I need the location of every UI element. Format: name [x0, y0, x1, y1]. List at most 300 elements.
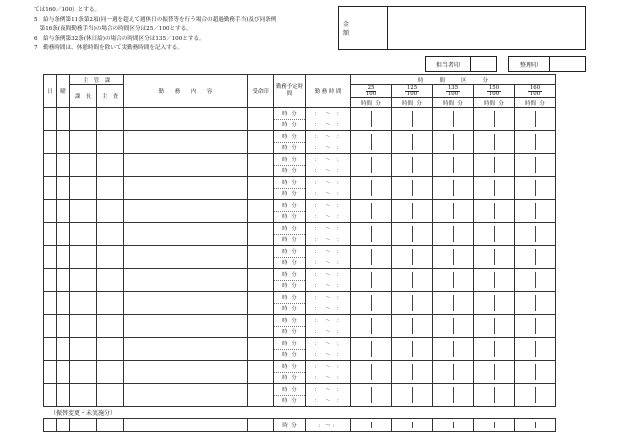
day-cell[interactable]: [44, 108, 57, 131]
rate-time-cell[interactable]: [433, 338, 474, 361]
rate-time-cell[interactable]: [433, 108, 474, 131]
rate-time-cell[interactable]: [351, 269, 392, 292]
scheduled-time-cell[interactable]: [274, 419, 306, 432]
weekday-cell[interactable]: [57, 361, 70, 384]
rate-time-cell[interactable]: [433, 177, 474, 200]
colon-mark: ：: [314, 249, 320, 255]
chief-seal-cell[interactable]: [97, 108, 124, 131]
tilde-mark: 〜: [325, 352, 331, 358]
rate-time-cell[interactable]: [433, 361, 474, 384]
colon-mark: ：: [314, 329, 320, 335]
colon-mark: ：: [336, 203, 342, 209]
rate-time-cell[interactable]: [351, 292, 392, 315]
colon-mark: ：: [314, 191, 320, 197]
rate-time-cell[interactable]: [433, 246, 474, 269]
hour-minute-divider: [453, 272, 454, 288]
entry-row: [44, 131, 556, 154]
rate-time-cell[interactable]: [351, 200, 392, 223]
hour-minute-divider: [453, 249, 454, 265]
rate-time-cell[interactable]: [515, 246, 556, 269]
colon-mark: ：: [314, 306, 320, 312]
chief-seal-cell[interactable]: [97, 246, 124, 269]
work-time-end: [306, 234, 350, 245]
chief-seal-cell[interactable]: [97, 292, 124, 315]
header-scheduled-time: 勤務予定時 間: [274, 75, 306, 108]
seiri-stamp-box: [508, 56, 586, 72]
hour-minute-divider: [412, 341, 413, 357]
content-cell[interactable]: [124, 177, 248, 200]
rate-time-cell[interactable]: [474, 269, 515, 292]
tilde-mark: 〜: [325, 318, 331, 324]
rate-time-cell[interactable]: [433, 154, 474, 177]
day-cell[interactable]: [44, 154, 57, 177]
tilde-mark: 〜: [325, 387, 331, 393]
tilde-mark: 〜: [325, 283, 331, 289]
colon-mark: ：: [314, 364, 320, 370]
scheduled-time-cell[interactable]: [274, 177, 306, 200]
section-chief-seal-cell[interactable]: [70, 384, 97, 407]
scheduled-time-cell[interactable]: [274, 154, 306, 177]
chief-seal-cell[interactable]: [97, 269, 124, 292]
header-chief: 主 査: [97, 85, 124, 108]
day-cell[interactable]: [44, 131, 57, 154]
tilde-mark: 〜: [325, 122, 331, 128]
rate-time-cell[interactable]: [433, 292, 474, 315]
minute-mark: 分: [291, 398, 297, 404]
chief-seal-cell[interactable]: [97, 315, 124, 338]
colon-mark: ：: [314, 352, 320, 358]
rate-time-cell[interactable]: [351, 108, 392, 131]
section-chief-seal-cell[interactable]: [70, 246, 97, 269]
chief-seal-cell[interactable]: [97, 131, 124, 154]
hour-minute-divider: [371, 111, 372, 127]
work-time-end: [306, 280, 350, 291]
rate-time-cell[interactable]: [351, 315, 392, 338]
rate-time-cell[interactable]: [351, 419, 392, 432]
rate-time-cell[interactable]: [474, 177, 515, 200]
hour-minute-divider: [412, 422, 413, 428]
content-cell[interactable]: [124, 384, 248, 407]
tanto-stamp-label: 担当者印: [426, 57, 471, 71]
chief-seal-cell[interactable]: [97, 361, 124, 384]
hour-minute-divider: [412, 318, 413, 334]
day-cell[interactable]: [44, 361, 57, 384]
rate-time-cell[interactable]: [392, 338, 433, 361]
tilde-mark: 〜: [325, 191, 331, 197]
work-time-cell[interactable]: [306, 108, 351, 131]
work-time-end: [306, 257, 350, 268]
rate-time-cell[interactable]: [392, 419, 433, 432]
chief-seal-cell[interactable]: [97, 419, 124, 432]
weekday-cell[interactable]: [57, 154, 70, 177]
rate-time-cell[interactable]: [351, 177, 392, 200]
receiver-seal-cell[interactable]: [248, 361, 274, 384]
work-time-end: [306, 326, 350, 337]
section-chief-seal-cell[interactable]: [70, 223, 97, 246]
rate-time-cell[interactable]: [392, 200, 433, 223]
section-chief-seal-cell[interactable]: [70, 154, 97, 177]
work-time-cell[interactable]: [306, 154, 351, 177]
scheduled-time-cell[interactable]: [274, 223, 306, 246]
tilde-mark: 〜: [325, 203, 331, 209]
note-line: 第16条(夜間勤務手当)の場合の時間区分は25／100とする。: [34, 26, 192, 33]
rate-time-cell[interactable]: [392, 269, 433, 292]
rate-time-cell[interactable]: [392, 315, 433, 338]
hour-mark: 時: [282, 191, 288, 197]
tilde-mark: 〜: [325, 145, 331, 151]
colon-mark: ：: [314, 180, 320, 186]
work-time-cell[interactable]: [306, 419, 351, 432]
section-chief-seal-cell[interactable]: [70, 361, 97, 384]
minute-mark: 分: [291, 364, 297, 370]
rate-time-cell[interactable]: [351, 223, 392, 246]
rate-time-cell[interactable]: [351, 338, 392, 361]
work-time-cell[interactable]: [306, 131, 351, 154]
scheduled-time-cell[interactable]: [274, 131, 306, 154]
rate-time-cell[interactable]: [515, 292, 556, 315]
rate-time-cell[interactable]: [474, 246, 515, 269]
weekday-cell[interactable]: [57, 292, 70, 315]
weekday-cell[interactable]: [57, 419, 70, 432]
rate-time-cell[interactable]: [474, 338, 515, 361]
work-time-cell[interactable]: [306, 384, 351, 407]
hour-mark: 時: [282, 272, 288, 278]
rate-time-cell[interactable]: [433, 384, 474, 407]
work-time-start: [306, 108, 350, 119]
rate-time-cell[interactable]: [515, 108, 556, 131]
content-cell[interactable]: [124, 315, 248, 338]
rate-time-cell[interactable]: [474, 200, 515, 223]
work-time-cell[interactable]: [306, 246, 351, 269]
minute-mark: 分: [291, 145, 297, 151]
rate-time-cell[interactable]: [433, 223, 474, 246]
chief-seal-cell[interactable]: [97, 177, 124, 200]
hour-minute-divider: [453, 134, 454, 150]
hour-minute-divider: [371, 272, 372, 288]
hour-mark: 時: [282, 122, 288, 128]
section-chief-seal-cell[interactable]: [70, 108, 97, 131]
hour-minute-divider: [412, 364, 413, 380]
rate-time-cell[interactable]: [392, 292, 433, 315]
tilde-mark: 〜: [325, 272, 331, 278]
colon-mark: ：: [336, 226, 342, 232]
hour-minute-divider: [535, 180, 536, 196]
chief-seal-cell[interactable]: [97, 200, 124, 223]
work-time-cell[interactable]: [306, 338, 351, 361]
rate-time-cell[interactable]: [474, 154, 515, 177]
weekday-cell[interactable]: [57, 200, 70, 223]
rate-time-cell[interactable]: [474, 223, 515, 246]
unit-minute: 分: [416, 100, 422, 107]
rate-time-cell[interactable]: [515, 200, 556, 223]
tilde-mark: 〜: [325, 180, 331, 186]
rate-time-cell[interactable]: [515, 177, 556, 200]
rate-time-cell[interactable]: [392, 361, 433, 384]
receiver-seal-cell[interactable]: [248, 338, 274, 361]
rate-time-cell[interactable]: [392, 246, 433, 269]
weekday-cell[interactable]: [57, 246, 70, 269]
receiver-seal-cell[interactable]: [248, 108, 274, 131]
rate-time-cell[interactable]: [392, 223, 433, 246]
colon-mark: ：: [336, 145, 342, 151]
section-chief-seal-cell[interactable]: [70, 315, 97, 338]
rate-135: 135 100: [433, 85, 474, 98]
content-cell[interactable]: [124, 338, 248, 361]
content-cell[interactable]: [124, 292, 248, 315]
scheduled-time-cell[interactable]: [274, 384, 306, 407]
day-cell[interactable]: [44, 315, 57, 338]
day-cell[interactable]: [44, 269, 57, 292]
receiver-seal-cell[interactable]: [248, 200, 274, 223]
rate-time-cell[interactable]: [433, 419, 474, 432]
rate-time-cell[interactable]: [515, 419, 556, 432]
hour-minute-divider: [535, 295, 536, 311]
section-chief-seal-cell[interactable]: [70, 131, 97, 154]
hour-minute-divider: [371, 157, 372, 173]
scheduled-time-cell[interactable]: [274, 269, 306, 292]
section-chief-seal-cell[interactable]: [70, 338, 97, 361]
hour-minute-divider: [494, 422, 495, 428]
work-time-cell[interactable]: [306, 200, 351, 223]
work-time-cell[interactable]: [306, 361, 351, 384]
day-cell[interactable]: [44, 177, 57, 200]
hour-minute-divider: [453, 157, 454, 173]
receiver-seal-cell[interactable]: [248, 246, 274, 269]
rate-time-cell[interactable]: [474, 108, 515, 131]
work-time-cell[interactable]: [306, 315, 351, 338]
rate-time-cell[interactable]: [433, 315, 474, 338]
work-time-end: [306, 303, 350, 314]
entry-row: [44, 384, 556, 407]
unit-hour-minute: [392, 98, 433, 108]
rate-time-cell[interactable]: [515, 384, 556, 407]
receiver-seal-cell[interactable]: [248, 315, 274, 338]
work-time-cell[interactable]: [306, 223, 351, 246]
hour-minute-divider: [535, 134, 536, 150]
colon-mark: ：: [314, 226, 320, 232]
header-row-1: [44, 75, 556, 85]
receiver-seal-cell[interactable]: [248, 419, 274, 432]
minute-mark: 分: [291, 423, 297, 429]
hour-mark: 時: [282, 237, 288, 243]
receiver-seal-cell[interactable]: [248, 154, 274, 177]
unit-hour: 時間: [402, 100, 413, 107]
day-cell[interactable]: [44, 223, 57, 246]
weekday-cell[interactable]: [57, 177, 70, 200]
chief-seal-cell[interactable]: [97, 384, 124, 407]
weekday-cell[interactable]: [57, 315, 70, 338]
entry-row: [44, 269, 556, 292]
rate-time-cell[interactable]: [474, 361, 515, 384]
rate-time-cell[interactable]: [474, 384, 515, 407]
minute-mark: 分: [291, 214, 297, 220]
unit-hour-minute: [351, 98, 392, 108]
minute-mark: 分: [291, 318, 297, 324]
chief-seal-cell[interactable]: [97, 223, 124, 246]
hour-mark: 時: [282, 318, 288, 324]
colon-mark: ：: [314, 260, 320, 266]
tilde-mark: 〜: [325, 306, 331, 312]
day-cell[interactable]: [44, 384, 57, 407]
rate-time-cell[interactable]: [392, 108, 433, 131]
rate-time-cell[interactable]: [515, 223, 556, 246]
content-cell[interactable]: [124, 269, 248, 292]
colon-mark: ：: [314, 111, 320, 117]
weekday-cell[interactable]: [57, 269, 70, 292]
weekday-cell[interactable]: [57, 131, 70, 154]
colon-mark: ：: [336, 272, 342, 278]
work-time-cell[interactable]: [306, 292, 351, 315]
rate-time-cell[interactable]: [515, 338, 556, 361]
colon-mark: ：: [336, 364, 342, 370]
amount-box: [338, 6, 586, 50]
content-cell[interactable]: [124, 246, 248, 269]
rate-time-cell[interactable]: [392, 131, 433, 154]
rate-time-cell[interactable]: [474, 315, 515, 338]
rate-time-cell[interactable]: [515, 269, 556, 292]
work-time-start: [306, 154, 350, 165]
work-time-cell[interactable]: [306, 177, 351, 200]
rate-time-cell[interactable]: [351, 131, 392, 154]
receiver-seal-cell[interactable]: [248, 177, 274, 200]
hour-mark: 時: [282, 341, 288, 347]
colon-mark: ：: [314, 283, 320, 289]
hour-minute-divider: [494, 364, 495, 380]
work-time-start: [306, 177, 350, 188]
rate-time-cell[interactable]: [515, 361, 556, 384]
rate-time-cell[interactable]: [351, 361, 392, 384]
rate-time-cell[interactable]: [351, 246, 392, 269]
content-cell[interactable]: [124, 361, 248, 384]
receiver-seal-cell[interactable]: [248, 131, 274, 154]
colon-mark: ：: [314, 387, 320, 393]
rate-time-cell[interactable]: [474, 292, 515, 315]
rate-time-cell[interactable]: [515, 315, 556, 338]
footer-table: [43, 418, 556, 432]
rate-time-cell[interactable]: [433, 131, 474, 154]
hour-minute-divider: [494, 272, 495, 288]
chief-seal-cell[interactable]: [97, 338, 124, 361]
day-cell[interactable]: [44, 338, 57, 361]
tilde-mark: 〜: [325, 423, 331, 429]
work-time-cell[interactable]: [306, 269, 351, 292]
header-day: 日: [44, 75, 57, 108]
hour-minute-divider: [371, 364, 372, 380]
footer-entry-row: [44, 419, 556, 432]
rate-time-cell[interactable]: [351, 384, 392, 407]
hour-minute-divider: [412, 272, 413, 288]
header-weekday: 曜: [57, 75, 70, 108]
scheduled-time-cell[interactable]: [274, 361, 306, 384]
content-cell[interactable]: [124, 223, 248, 246]
section-chief-seal-cell[interactable]: [70, 177, 97, 200]
hour-minute-divider: [494, 226, 495, 242]
entry-row: [44, 246, 556, 269]
scheduled-time-cell[interactable]: [274, 338, 306, 361]
section-chief-seal-cell[interactable]: [70, 200, 97, 223]
day-cell[interactable]: [44, 246, 57, 269]
rate-time-cell[interactable]: [351, 154, 392, 177]
content-cell[interactable]: [124, 200, 248, 223]
hour-mark: 時: [282, 375, 288, 381]
content-cell[interactable]: [124, 154, 248, 177]
rate-time-cell[interactable]: [392, 154, 433, 177]
work-time-start: [306, 200, 350, 211]
content-cell[interactable]: [124, 131, 248, 154]
time-slot: [274, 280, 305, 291]
entry-row: [44, 108, 556, 131]
content-cell[interactable]: [124, 108, 248, 131]
scheduled-time-cell[interactable]: [274, 108, 306, 131]
hour-minute-divider: [371, 422, 372, 428]
rate-time-cell[interactable]: [515, 154, 556, 177]
scheduled-time-cell[interactable]: [274, 200, 306, 223]
colon-mark: ：: [336, 168, 342, 174]
section-chief-seal-cell[interactable]: [70, 269, 97, 292]
receiver-seal-cell[interactable]: [248, 292, 274, 315]
content-cell[interactable]: [124, 419, 248, 432]
day-cell[interactable]: [44, 292, 57, 315]
note-line: 7 勤務時間は、休憩時間を除いて実勤務時間を記入する。: [34, 45, 183, 52]
attendance-table: [43, 74, 556, 407]
weekday-cell[interactable]: [57, 384, 70, 407]
weekday-cell[interactable]: [57, 108, 70, 131]
time-slot: [274, 257, 305, 268]
rate-time-cell[interactable]: [515, 131, 556, 154]
scheduled-time-cell[interactable]: [274, 246, 306, 269]
rate-time-cell[interactable]: [392, 177, 433, 200]
colon-mark: ：: [336, 260, 342, 266]
scheduled-time-cell[interactable]: [274, 315, 306, 338]
rate-time-cell[interactable]: [433, 269, 474, 292]
section-chief-seal-cell[interactable]: [70, 419, 97, 432]
entry-row: [44, 154, 556, 177]
time-slot: [274, 303, 305, 314]
time-slot: [274, 372, 305, 383]
day-cell[interactable]: [44, 419, 57, 432]
scheduled-time-cell[interactable]: [274, 292, 306, 315]
colon-mark: ：: [314, 272, 320, 278]
hour-mark: 時: [282, 111, 288, 117]
receiver-seal-cell[interactable]: [248, 269, 274, 292]
note-line: ては160／100）とする。: [34, 7, 101, 13]
hour-minute-divider: [371, 341, 372, 357]
chief-seal-cell[interactable]: [97, 154, 124, 177]
weekday-cell[interactable]: [57, 223, 70, 246]
work-time-start: [306, 361, 350, 372]
rate-time-cell[interactable]: [433, 200, 474, 223]
hour-minute-divider: [453, 387, 454, 403]
hour-minute-divider: [371, 318, 372, 334]
hour-minute-divider: [371, 180, 372, 196]
rate-time-cell[interactable]: [474, 131, 515, 154]
receiver-seal-cell[interactable]: [248, 384, 274, 407]
weekday-cell[interactable]: [57, 338, 70, 361]
receiver-seal-cell[interactable]: [248, 223, 274, 246]
rate-time-cell[interactable]: [474, 419, 515, 432]
header-content: 勤 務 内 容: [124, 75, 248, 108]
section-chief-seal-cell[interactable]: [70, 292, 97, 315]
colon-mark: ：: [314, 398, 320, 404]
day-cell[interactable]: [44, 200, 57, 223]
hour-minute-divider: [535, 249, 536, 265]
hour-minute-divider: [535, 226, 536, 242]
work-time-start: [306, 246, 350, 257]
hour-mark: 時: [282, 398, 288, 404]
entry-row: [44, 315, 556, 338]
colon-mark: ：: [336, 134, 342, 140]
rate-time-cell[interactable]: [392, 384, 433, 407]
